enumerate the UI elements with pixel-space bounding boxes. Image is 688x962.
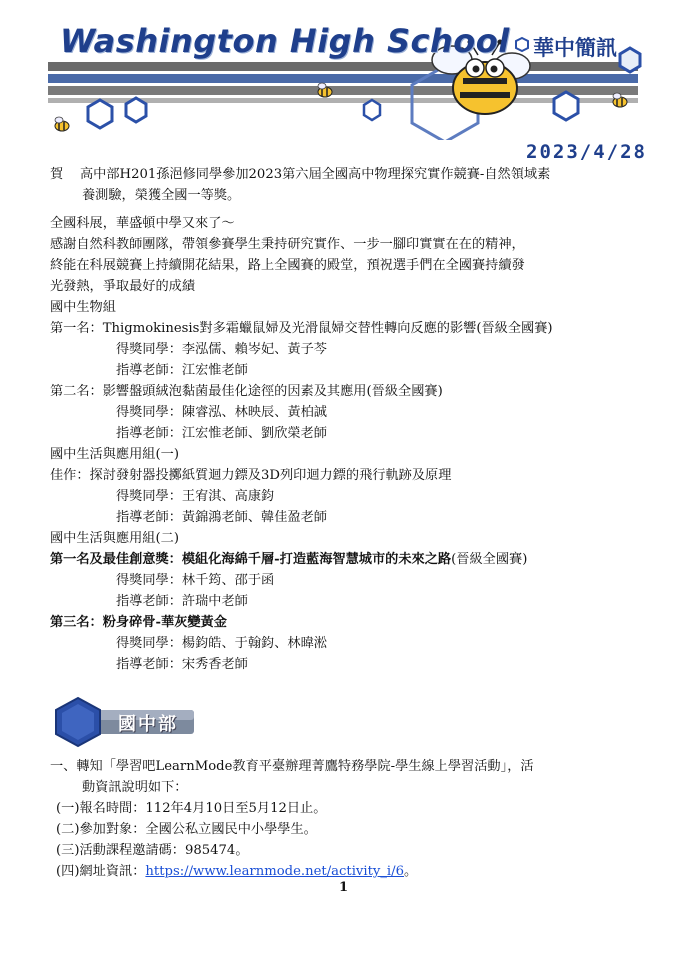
award-entry-highlight: [50, 550, 527, 570]
hexagon-bullet-icon: [516, 38, 528, 51]
award-students: 得獎同學：陳睿泓、林映辰、黃柏誠: [116, 405, 327, 420]
award-teacher: 指導老師：江宏惟老師、劉欣榮老師: [116, 426, 327, 441]
junior-section-badge: [48, 696, 198, 748]
hexagon-shape: [554, 92, 578, 120]
award-teacher: 指導老師：黃錦鴻老師、韓佳盈老師: [116, 510, 327, 525]
header-banner: [0, 0, 688, 140]
group-heading: 國中生活與應用組(一): [50, 447, 179, 462]
notice-subitem: (二)參加對象：全國公私立國民中小學學生。: [56, 822, 317, 837]
notice-item: 動資訊說明如下：: [82, 780, 188, 795]
banner-stripe-low: [48, 86, 638, 95]
award-teacher: 指導老師：江宏惟老師: [116, 363, 248, 378]
newsletter-title: 華中簡訊: [533, 36, 617, 60]
science-fair-body: 光發熱，爭取最好的成績: [50, 279, 196, 294]
small-bee-icon: [613, 93, 627, 107]
small-bee-icon: [318, 83, 332, 97]
group-heading: 國中生活與應用組(二): [50, 531, 179, 546]
science-fair-intro: 全國科展，華盛頓中學又來了～: [50, 216, 235, 231]
notice-subitem-prefix: (四)網址資訊：: [56, 864, 146, 879]
award-students: 得獎同學：林千筠、邵于函: [116, 573, 275, 588]
science-fair-body: 感謝自然科教師團隊，帶領參賽學生秉持研究實作、一步一腳印實實在在的精神，: [50, 237, 525, 252]
award-entry: 第二名：影響盤頭絨泡黏菌最佳化途徑的因素及其應用(晉級全國賽): [50, 384, 443, 399]
congrats-line: 養測驗，榮獲全國一等獎。: [82, 188, 241, 203]
award-students: 得獎同學：王宥淇、高康鈞: [116, 489, 275, 504]
science-fair-body: 終能在科展競賽上持續開花結果，路上全國賽的殿堂，預祝選手們在全國賽持續發: [50, 258, 525, 273]
congrats-line: 高中部H201孫浥修同學參加2023第六屆全國高中物理探究實作競賽-自然領域素: [80, 167, 551, 182]
award-note: (晉級全國賽): [451, 552, 528, 567]
banner-graphic: [0, 0, 688, 140]
congrats-marker: 賀: [50, 167, 64, 182]
badge-label: 國中部: [118, 714, 178, 735]
award-teacher: 指導老師：許瑞中老師: [116, 594, 248, 609]
page-number: 1: [339, 880, 349, 895]
small-bee-icon: [55, 117, 69, 131]
notice-subitem-suffix: 。: [403, 864, 418, 879]
award-students: 得獎同學：楊鈞皓、于翰鈞、林暐淞: [116, 636, 327, 651]
school-name: Washington High School: [60, 22, 510, 60]
notice-subitem: (一)報名時間：112年4月10日至5月12日止。: [56, 801, 327, 816]
issue-date: 2023/4/28: [526, 141, 647, 163]
notice-item: 一、轉知「學習吧LearnMode教育平臺辦理菁鷹特務學院-學生線上學習活動」，活: [50, 759, 534, 774]
hexagon-shape: [620, 48, 640, 72]
notice-subitem: (三)活動課程邀請碼：985474。: [56, 843, 249, 858]
hexagon-shape: [88, 100, 112, 128]
award-students: 得獎同學：李泓儒、賴岑妃、黃子芩: [116, 342, 327, 357]
award-entry: 佳作：探討發射器投擲紙質迴力鏢及3D列印迴力鏢的飛行軌跡及原理: [50, 468, 452, 483]
award-title-bold: 第一名及最佳創意獎：模組化海綿千層-打造藍海智慧城市的未來之路: [50, 552, 452, 567]
activity-link[interactable]: https://www.learnmode.net/activity_i/6: [145, 864, 404, 879]
banner-stripe-mid: [48, 74, 638, 83]
award-entry: 第一名：Thigmokinesis對多霜蠟鼠婦及光滑鼠婦交替性轉向反應的影響(晉級全國賽): [50, 321, 553, 336]
hexagon-shape: [364, 100, 380, 120]
hexagon-shape: [126, 98, 146, 122]
notice-subitem: [56, 862, 417, 882]
group-heading: 國中生物組: [50, 300, 116, 315]
award-entry-highlight: 第三名：粉身碎骨-華灰變黃金: [50, 615, 227, 630]
banner-stripe-top: [48, 62, 638, 71]
award-teacher: 指導老師：宋秀香老師: [116, 657, 248, 672]
